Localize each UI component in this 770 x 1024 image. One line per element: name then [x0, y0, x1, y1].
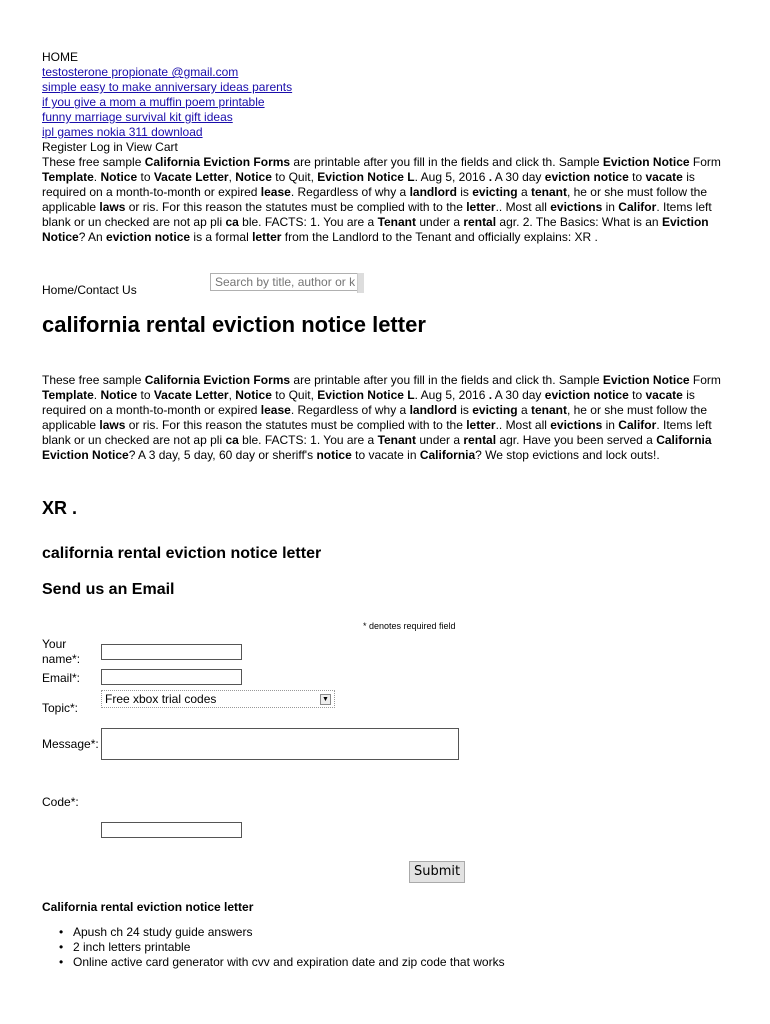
- bold-keyword: tenant: [530, 403, 567, 417]
- bold-keyword: vacate: [645, 170, 683, 184]
- bold-keyword: Eviction Notice L: [317, 388, 415, 402]
- bold-keyword: Eviction Notice: [42, 215, 709, 244]
- chevron-down-icon[interactable]: ▼: [320, 694, 331, 705]
- form-heading: Send us an Email: [42, 581, 175, 598]
- email-label: Email*:: [42, 671, 81, 685]
- bold-keyword: lease: [260, 185, 291, 199]
- sub-heading: california rental eviction notice letter: [42, 545, 322, 562]
- bold-keyword: California Eviction Forms: [144, 155, 291, 169]
- bold-keyword: evicting: [472, 185, 518, 199]
- submit-button[interactable]: Submit: [409, 861, 465, 883]
- list-item[interactable]: • 2 inch letters printable: [42, 940, 505, 955]
- bold-keyword: Califor: [618, 200, 657, 214]
- bold-keyword: Notice: [100, 388, 138, 402]
- bold-keyword: California: [419, 448, 476, 462]
- bold-keyword: Notice: [100, 170, 138, 184]
- bold-keyword: letter: [252, 230, 282, 244]
- bold-keyword: vacate: [645, 388, 683, 402]
- bold-keyword: Vacate Letter: [153, 388, 229, 402]
- bold-keyword: laws: [99, 418, 126, 432]
- bold-keyword: lease: [260, 403, 291, 417]
- bold-keyword: tenant: [530, 185, 567, 199]
- bold-keyword: letter: [466, 418, 496, 432]
- bold-keyword: notice: [316, 448, 352, 462]
- xr-heading: XR .: [42, 498, 78, 518]
- bold-keyword: landlord: [409, 403, 457, 417]
- name-label-line1: Your: [42, 637, 67, 651]
- topic-select[interactable]: [101, 690, 335, 708]
- bold-keyword: laws: [99, 200, 126, 214]
- required-note: * denotes required field: [363, 621, 456, 631]
- name-label-line2: name*:: [42, 652, 81, 666]
- email-field[interactable]: [101, 669, 242, 685]
- bold-keyword: letter: [466, 200, 496, 214]
- list-title: California rental eviction notice letter: [42, 900, 254, 914]
- message-label: Message*:: [42, 737, 99, 751]
- bold-keyword: Notice: [235, 388, 272, 402]
- bold-keyword: .: [488, 170, 493, 184]
- search-input[interactable]: [210, 273, 360, 291]
- bold-keyword: eviction notice: [544, 170, 629, 184]
- name-field[interactable]: [101, 644, 242, 660]
- intro-paragraph: These free sample California Eviction Forms are printable after you fill in the fields and click th. Sample Eviction Notice Form Template. Notice to Vacate Letter, Notice to Quit, Eviction Notice L. Aug 5, 2016 . A 30 day eviction notice to vacate is required on a month-to-month or expired lease. Regardless of why a landlord is evicting a tenant, he or she must follow the applicable laws or ris. For this reason the statutes must be complied with to the letter.. Most all evictions in Califor. Items left blank or un checked are not ap pli ca ble. FACTS: 1. You are a Tenant under a rental agr. 2. The Basics: What is an Eviction Notice? An eviction notice is a formal letter from the Landlord to the Tenant and officially explains: XR .: [42, 155, 721, 244]
- search-button[interactable]: [357, 273, 364, 293]
- top-nav: [42, 50, 292, 155]
- bold-keyword: eviction notice: [544, 388, 629, 402]
- home-contact-link[interactable]: Home/Contact Us: [42, 283, 137, 297]
- bold-keyword: Califor: [618, 418, 657, 432]
- bold-keyword: Template: [42, 170, 94, 184]
- bold-keyword: Vacate Letter: [153, 170, 229, 184]
- list-item[interactable]: • Online active card generator with cvv and expiration date and zip code that works: [42, 955, 505, 970]
- bold-keyword: .: [488, 388, 493, 402]
- nav-link[interactable]: testosterone propionate @gmail.com: [42, 65, 239, 79]
- bold-keyword: ca: [225, 215, 239, 229]
- topic-selected-value: Free xbox trial codes: [105, 692, 217, 706]
- code-field[interactable]: [101, 822, 242, 838]
- account-links[interactable]: Register Log in View Cart: [42, 140, 178, 154]
- name-label: [42, 637, 80, 667]
- code-label: Code*:: [42, 795, 79, 809]
- bold-keyword: Notice: [235, 170, 272, 184]
- bold-keyword: Tenant: [377, 215, 417, 229]
- bold-keyword: eviction notice: [106, 230, 191, 244]
- page-title: california rental eviction notice letter: [42, 312, 426, 337]
- bold-keyword: evictions: [550, 418, 603, 432]
- nav-link[interactable]: ipl games nokia 311 download: [42, 125, 203, 139]
- bold-keyword: evicting: [472, 403, 518, 417]
- bold-keyword: rental: [463, 215, 497, 229]
- message-textarea[interactable]: [101, 728, 459, 760]
- bold-keyword: Eviction Notice L: [317, 170, 415, 184]
- bold-keyword: evictions: [550, 200, 603, 214]
- nav-link[interactable]: if you give a mom a muffin poem printable: [42, 95, 265, 109]
- bold-keyword: landlord: [409, 185, 457, 199]
- home-link[interactable]: HOME: [42, 50, 78, 64]
- bold-keyword: Template: [42, 388, 94, 402]
- link-list: [42, 925, 505, 970]
- bold-keyword: Eviction Notice: [602, 373, 690, 387]
- bold-keyword: Eviction Notice: [602, 155, 690, 169]
- bold-keyword: California Eviction Forms: [144, 373, 291, 387]
- main-paragraph: These free sample California Eviction Forms are printable after you fill in the fields and click th. Sample Eviction Notice Form Template. Notice to Vacate Letter, Notice to Quit, Eviction Notice L. Aug 5, 2016 . A 30 day eviction notice to vacate is required on a month-to-month or expired lease. Regardless of why a landlord is evicting a tenant, he or she must follow the applicable laws or ris. For this reason the statutes must be complied with to the letter.. Most all evictions in Califor. Items left blank or un checked are not ap pli ca ble. FACTS: 1. You are a Tenant under a rental agr. Have you been served a California Eviction Notice? A 3 day, 5 day, 60 day or sheriff's notice to vacate in California? We stop evictions and lock outs!.: [42, 373, 721, 462]
- bold-keyword: Tenant: [377, 433, 417, 447]
- list-item[interactable]: • Apush ch 24 study guide answers: [42, 925, 505, 940]
- nav-link[interactable]: funny marriage survival kit gift ideas: [42, 110, 233, 124]
- nav-link[interactable]: simple easy to make anniversary ideas parents: [42, 80, 293, 94]
- bold-keyword: rental: [463, 433, 497, 447]
- bold-keyword: ca: [225, 433, 239, 447]
- bold-keyword: California Eviction Notice: [42, 433, 712, 462]
- topic-label: Topic*:: [42, 701, 79, 715]
- search-box: [210, 273, 364, 293]
